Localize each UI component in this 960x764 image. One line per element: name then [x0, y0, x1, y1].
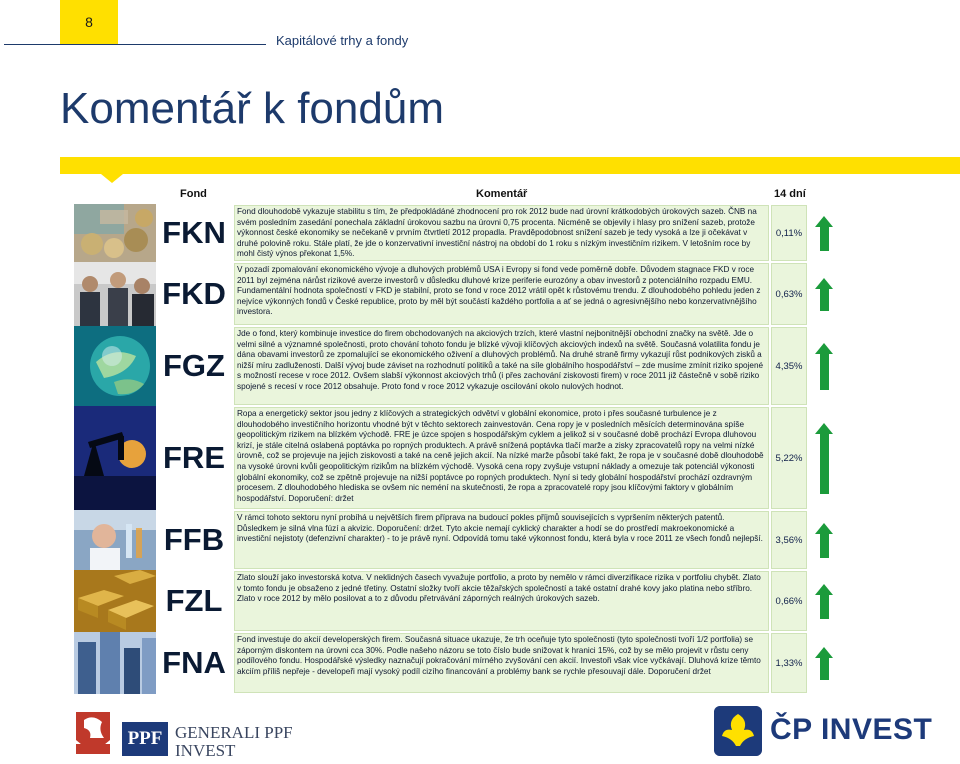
cp-invest-logo: ČP INVEST — [770, 713, 933, 746]
brand-line-2: INVEST — [175, 741, 236, 760]
generali-ppf-invest-logo — [175, 724, 293, 760]
table-row — [74, 406, 814, 510]
fund-comment-table — [74, 186, 814, 694]
generali-lion-logo-icon — [70, 704, 116, 758]
fund-performance: 5,22% — [771, 407, 807, 509]
coins-banknotes-image — [74, 204, 156, 262]
fund-comment: Zlato slouží jako investorská kotva. V neklidných časech vyvažuje portfolio, a proto by nemělo v rámci diverzifikace rizika v portfoliu chybět. Zlato v tomto fondu je obsaženo z jedné třetiny. Ostatní složky tvoří akcie těžařských společností a také ostatní drahé kovy jako platina nebo stříbro. Zlato v roce 2012 by mělo posilovat a to z důvodu přetrvávání záporných reálných úrokových sazeb. — [234, 571, 769, 631]
col-header-period: 14 dní — [774, 188, 806, 200]
table-row — [74, 262, 814, 326]
trend-up-arrow-icon — [809, 511, 839, 569]
trend-up-arrow-icon — [809, 263, 839, 325]
fund-comment: Fond investuje do akcií developerských firem. Současná situace ukazuje, že trh oceňuje tyto společnosti (tyto společnosti tvoří 1/2 portfolia) se záporným diskontem na úrovni cca 30%. Podle našeho názoru se toto číslo bude snižovat k hranici 15%, což by se mělo projevit v růstu ceny podílového fondu. Hospodářské výsledky naznačují pokračování mírného zvyšování cen akcií. Investoři však více vyčkávají. Dluhová krize těmto akciím příliš nepřeje - developeři mají vysoký podíl cizího financování a problémy bank se rychle přesouvají dále. Doporučení držet — [234, 633, 769, 693]
fund-performance: 4,35% — [771, 327, 807, 405]
lab-scientist-image — [74, 510, 156, 570]
page-title: Komentář k fondům — [60, 84, 444, 133]
fund-code: FNA — [158, 634, 230, 692]
header-rule — [4, 44, 266, 45]
table-row — [74, 326, 814, 406]
table-row — [74, 570, 814, 632]
band-notch — [101, 174, 123, 183]
cp-invest-emblem-icon — [714, 706, 762, 756]
fund-comment: V rámci tohoto sektoru nyní probíhá u největších firem příprava na budoucí pokles příjmů souvisejících s vypršením některých patentů. Důsledkem je silná vlna fúzí a akvizic. Doporučení: držet. Tyto akcie nemají cyklický charakter a hodí se do prostředí makroekonomické a investiční nejistoty (defenzivní charakter) - to je právě nyní. Odpovídá tomu také výkonnost fondu, která byla v roce 2011 ze všech fondů nejlepší. — [234, 511, 769, 569]
trend-up-arrow-icon — [809, 327, 839, 405]
gold-bars-image — [74, 570, 156, 632]
page-number: 8 — [60, 0, 118, 44]
brand-line-1: GENERALI PPF — [175, 723, 293, 742]
oil-pump-image — [74, 406, 156, 510]
table-row — [74, 204, 814, 262]
fund-comment: V pozadí zpomalování ekonomického vývoje a dluhových problémů USA i Evropy si fond vede poměrně dobře. Důvodem stagnace FKD v roce 2011 byl zejména nárůst rizikové averze investorů v důsledku dluhové krize periferie eurozóny a obav investorů z potenciálního rozpadu EMU. Fundamentální hodnota společností v FKD je stabilní, proto se fond v roce 2012 vrátil opět k růstovému trendu. Z dlouhodobého pohledu jeden z nejvíce výkonných fondů v České republice, proto by měl být součástí každého portfolia a ať se jedná o agresivnějšího nebo konzervativnějšího investora. — [234, 263, 769, 325]
fund-code: FKN — [158, 206, 230, 260]
table-row — [74, 632, 814, 694]
fund-code: FZL — [158, 572, 230, 630]
col-header-comment: Komentář — [476, 188, 528, 200]
skyscrapers-image — [74, 632, 156, 694]
fund-code: FFB — [158, 512, 230, 568]
globe-image — [74, 326, 156, 406]
fund-performance: 0,11% — [771, 205, 807, 261]
fund-performance: 0,66% — [771, 571, 807, 631]
section-title: Kapitálové trhy a fondy — [276, 33, 409, 48]
fund-performance: 3,56% — [771, 511, 807, 569]
title-band — [60, 157, 960, 174]
business-people-image — [74, 262, 156, 326]
col-header-fund: Fond — [180, 188, 207, 200]
fund-comment: Ropa a energetický sektor jsou jedny z klíčových a strategických odvětví v globální ekonomice, proto i přes současné turbulence je z dlouhodobého investičního horizontu vhodné být v těchto sektorech zainvestován. Cena ropy je v posledních měsících determinována spíše geopolitickým rizikem na blízkém východě. FRE je úzce spojen s hospodářským cyklem a jelikož si v současné době prochází Evropa dluhovou krizí, je stále citelná oslabená poptávka po ropných produktech. A právě snížená poptávka tlačí marže a zisky zpracovatelů ropy na velmi nízké úrovně, což se projevuje na jejich ziskovosti a také na ceně jejich akcií. Na nízké marže působí také fakt, že ropa je v současné době dlouhodobě na vysoké úrovni kvůli geopolitickým rizikům na blízkém východě. Vysoká cena ropy zvyšuje vstupní náklady a omezuje tak potenciál výkonosti globální ekonomiky, což se zpětně projevuje na nižší poptávce po ropných produktech. Nyní si tedy globální hospodářství prochází ozdravným procesem. Z dlouhodobého hlediska se ovšem nic neméní na skutečnosti, že ropa a zpracovatelé ropy jsou klíčovými faktory v globálním hospodářství. Doporučení: držet — [234, 407, 769, 509]
trend-up-arrow-icon — [809, 407, 839, 509]
fund-code: FKD — [158, 264, 230, 324]
trend-up-arrow-icon — [809, 633, 839, 693]
table-header — [74, 186, 814, 204]
trend-up-arrow-icon — [809, 571, 839, 631]
fund-comment: Jde o fond, který kombinuje investice do firem obchodovaných na akciových trzích, které vlastní nejbonitnější obchodní značky na světě. Jde o velmi silné a významné společnosti, proto chování tohoto fondu je blízké vývoji klíčových akciových indexů na světě. Současná volatilita fondu je dána obavami investorů ze zpomalující se ekonomického oživení a dluhových problémů. Na druhé straně firmy vykazují růst podnikových zisků a nižší míru zadluženosti. Další vývoj bude záviset na rozhodnutí politiků a také na síle globálního hospodářství – zde musíme zmínit riziko spojené s možností recese v roce 2012. Ovšem slabší výkonnost akciových trhů (i přes zachování ziskovosti firem) v roce 2011 již částečně v sobě riziko spojené s recesí v roce 2012 obsahuje. Proto fond v roce 2012 vykazuje oscilování okolo nulových hodnot. — [234, 327, 769, 405]
fund-comment: Fond dlouhodobě vykazuje stabilitu s tím, že předpokládáné zhodnocení pro rok 2012 bude nad úrovní krátkodobých úrokových sazeb. ČNB na svém posledním zasedání ponechala základní úrokovou sazbu na úrovni 0,75 procenta. Nicméně se objevily i hlasy pro snížení sazeb, protože výkonnost české ekonomiky se nečekaně v prvním čtvrtletí 2012 propadla. Pravděpodobnost snížení sazeb je tedy vysoká a lze ji očekávat v druhé polovině roku. Stále platí, že jde o konzervativní investiční nástroj na období do 1 roku s nízkým investičním rizikem. V letošním roce by mohl čistý výnos překonat 1,5%. — [234, 205, 769, 261]
table-row — [74, 510, 814, 570]
fund-performance: 1,33% — [771, 633, 807, 693]
fund-code: FGZ — [158, 328, 230, 404]
ppf-logo: PPF — [122, 722, 168, 756]
fund-performance: 0,63% — [771, 263, 807, 325]
fund-code: FRE — [158, 408, 230, 508]
trend-up-arrow-icon — [809, 205, 839, 261]
